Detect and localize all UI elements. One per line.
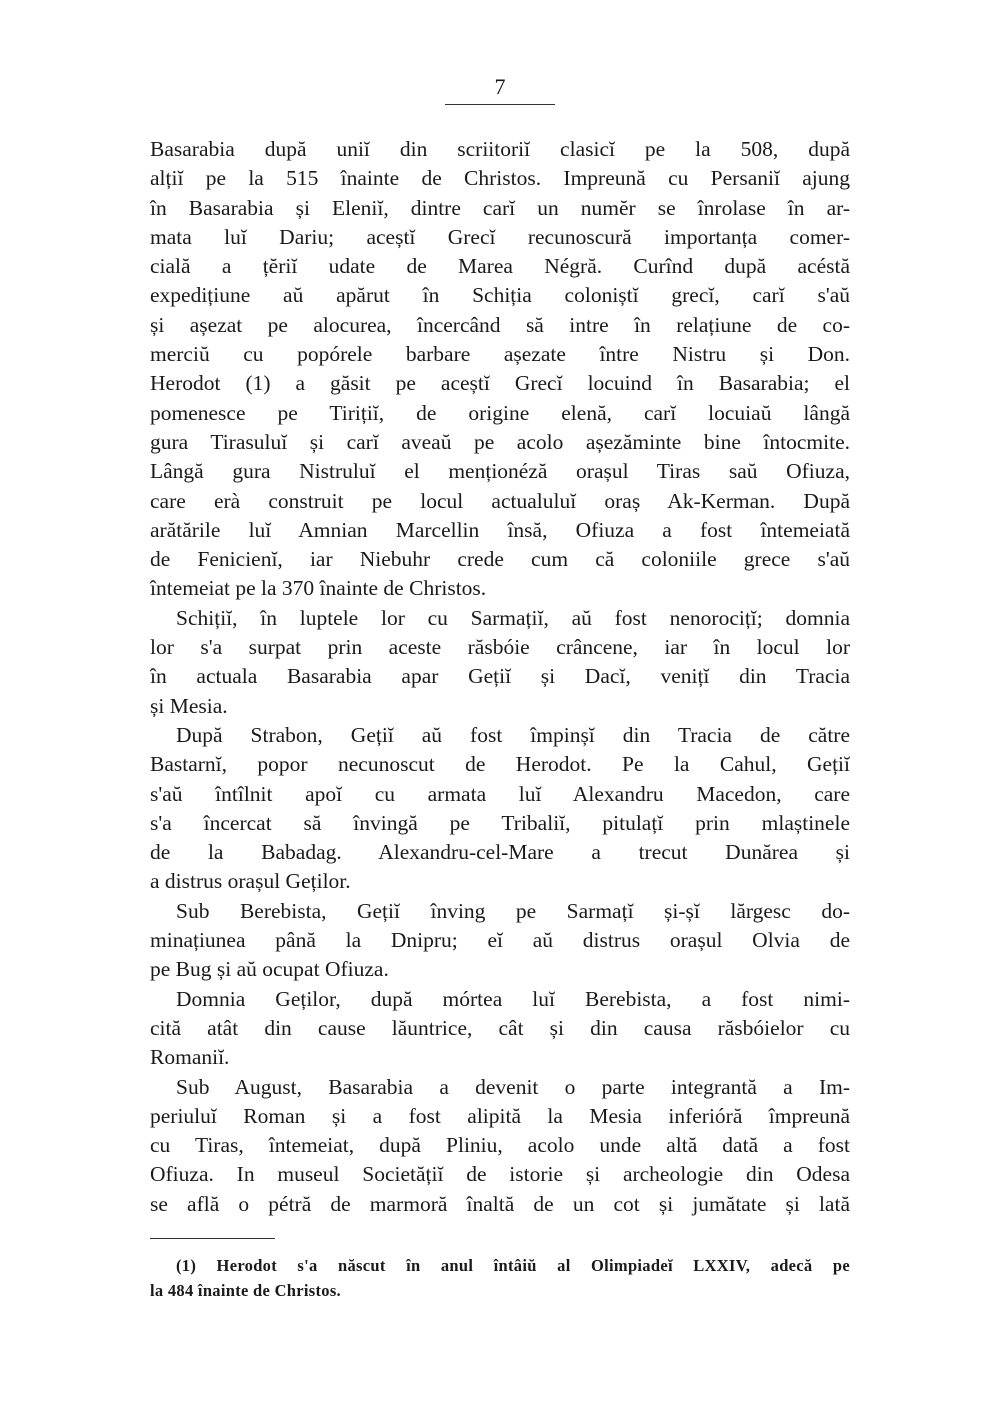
text-line: lor s'a surpat prin aceste răsbóie crâncene, iar în locul lor [150, 635, 850, 660]
text-line: După Strabon, Gețiĭ aŭ fost împinșĭ din Tracia de către [176, 722, 850, 747]
text-line: care erà construit pe locul actualuluĭ oraș Ak-Kerman. După [150, 488, 850, 513]
text-line: alțiĭ pe la 515 înainte de Christos. Impreună cu Persaniĭ ajung [150, 166, 850, 191]
text-line: periuluĭ Roman și a fost alipită la Mesia inferióră împreună [150, 1103, 850, 1128]
text-line: cită atât din cause lăuntrice, cât și din causa răsbóielor cu [150, 1015, 850, 1040]
text-line: mata luĭ Dariu; aceștĭ Grecĭ recunoscură importanța comer- [150, 224, 850, 249]
footnote-line: la 484 înainte de Christos. [150, 1281, 341, 1300]
text-line: merciŭ cu popórele barbare așezate între Nistru și Don. [150, 342, 850, 367]
paragraph [150, 604, 850, 721]
text-line: a distrus orașul Geților. [150, 869, 351, 894]
header-rule [445, 104, 555, 105]
text-line: s'a încercat să învingă pe Tribaliĭ, pitulațĭ prin mlaștinele [150, 810, 850, 835]
paragraph [150, 721, 850, 897]
body-text [150, 135, 850, 1219]
text-line: Domnia Geților, după mórtea luĭ Berebista, a fost nimi- [176, 986, 850, 1011]
text-line: gura Tirasuluĭ și carĭ aveaŭ pe acolo așezăminte bine întocmite. [150, 429, 850, 454]
text-line: Romaniĭ. [150, 1045, 230, 1070]
text-line: Lângă gura Nistruluĭ el menționéză orașul Tiras saŭ Ofiuza, [150, 459, 850, 484]
text-line: întemeiat pe la 370 înainte de Christos. [150, 576, 487, 601]
text-line: cu Tiras, întemeiat, după Pliniu, acolo unde altă dată a fost [150, 1133, 850, 1158]
text-line: se află o pétră de marmoră înaltă de un cot și jumătate și lată [150, 1191, 850, 1216]
text-line: Herodot (1) a găsit pe aceștĭ Grecĭ locuind în Basarabia; el [150, 371, 850, 396]
paragraph [150, 135, 850, 604]
text-line: și Mesia. [150, 693, 228, 718]
text-line: în actuala Basarabia apar Gețiĭ și Dacĭ, venițĭ din Tracia [150, 664, 850, 689]
paragraph [150, 985, 850, 1073]
text-line: arătările luĭ Amnian Marcellin însă, Ofiuza a fost întemeiată [150, 517, 850, 542]
text-line: în Basarabia și Eleniĭ, dintre carĭ un numĕr se înrolase în ar- [150, 195, 850, 220]
text-line: Schițiĭ, în luptele lor cu Sarmațiĭ, aŭ fost nenorocițĭ; domnia [176, 605, 850, 630]
text-line: Ofiuza. In museul Societățiĭ de istorie și archeologie din Odesa [150, 1162, 850, 1187]
text-line: Basarabia după uniĭ din scriitoriĭ clasicĭ pe la 508, după [150, 137, 850, 161]
text-line: s'aŭ întîlnit apoĭ cu armata luĭ Alexandru Macedon, care [150, 781, 850, 806]
text-line: și așezat pe alocurea, încercând să intre în relațiune de co- [150, 312, 850, 337]
text-line: pe Bug și aŭ ocupat Ofiuza. [150, 957, 389, 982]
text-line: Bastarnĭ, popor necunoscut de Herodot. Pe la Cahul, Gețiĭ [150, 752, 850, 777]
paragraph [150, 1073, 850, 1219]
text-line: de la Babadag. Alexandru-cel-Mare a trecut Dunărea și [150, 840, 850, 865]
page-number: 7 [494, 74, 506, 99]
text-line: minațiunea până la Dnipru; eĭ aŭ distrus orașul Olvia de [150, 928, 850, 953]
text-line: de Fenicienĭ, iar Niebuhr crede cum că coloniile grece s'aŭ [150, 547, 850, 572]
footnote-rule [150, 1238, 275, 1239]
text-line: Sub August, Basarabia a devenit o parte integrantă a Im- [176, 1074, 850, 1099]
footnote [150, 1253, 850, 1303]
text-line: cială a țĕriĭ udate de Marea Négră. Curînd după acéstă [150, 254, 850, 279]
text-line: Sub Berebista, Gețiĭ înving pe Sarmațĭ și-șĭ lărgesc do- [176, 898, 850, 923]
text-line: expedițiune aŭ apărut în Schiția coloniștĭ grecĭ, carĭ s'aŭ [150, 283, 850, 308]
footnote-line: (1) Herodot s'a născut în anul întâiŭ al Olimpiadeĭ LXXIV, adecă pe [176, 1256, 850, 1275]
paragraph [150, 897, 850, 985]
text-line: pomenesce pe Tirițiĭ, de origine elenă, carĭ locuiaŭ lângă [150, 400, 850, 425]
